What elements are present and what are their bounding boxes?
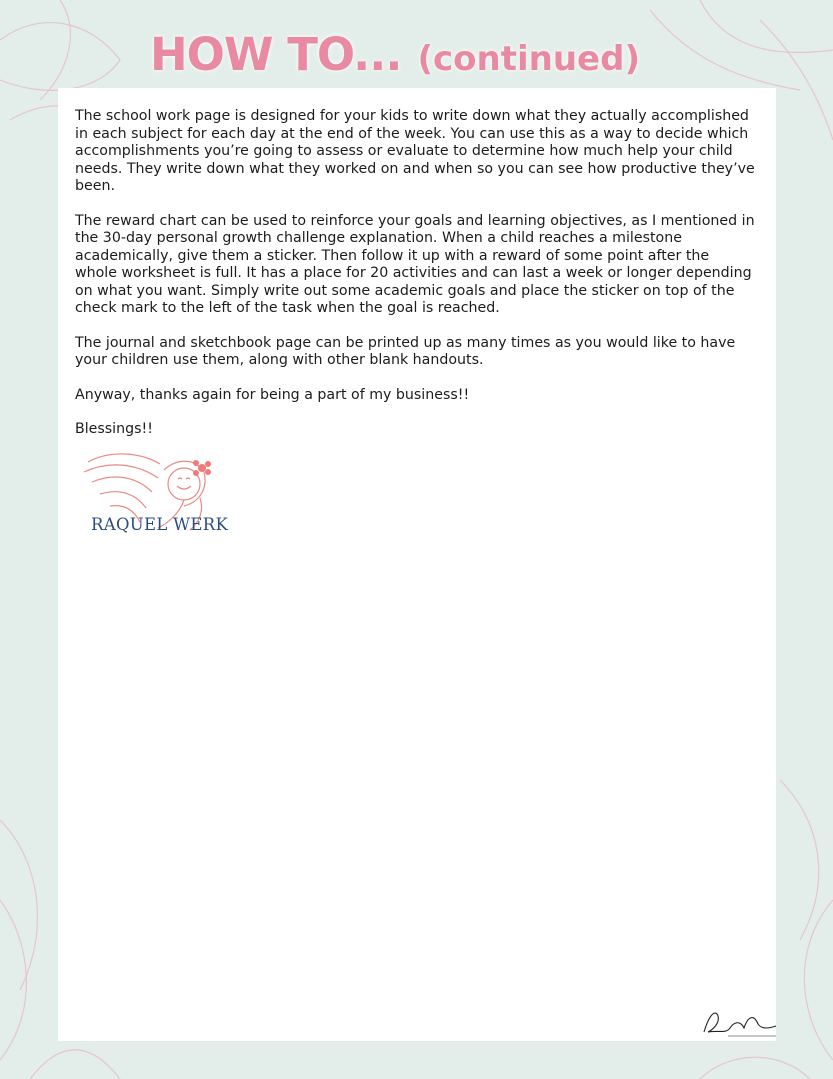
content-panel: [58, 88, 776, 1041]
paragraph-blessings: Blessings!!: [75, 421, 153, 437]
paragraph-reward-chart: The reward chart can be used to reinforce your goals and learning objectives, as I mentioned in the 30-day personal growth challenge explanation. When a child reaches a milestone academically, give them a sticker. Then follow it up with a reward of some point after the whole worksheet is full. It has a place for 20 activities and can last a week or longer depending on what you want. Simply write out some academic goals and place the sticker on top of the check mark to the left of the task when the goal is reached.: [75, 212, 755, 316]
title-main: HOW TO...: [150, 28, 402, 81]
paragraph-thanks: Anyway, thanks again for being a part of my business!!: [75, 386, 470, 403]
page-title: [150, 28, 640, 81]
title-subtitle: (continued): [417, 39, 640, 79]
logo-name: RAQUEL WERK: [91, 515, 229, 534]
signature-icon: [700, 1006, 780, 1040]
body-text: [75, 108, 755, 456]
paragraph-journal: The journal and sketchbook page can be printed up as many times as you would like to have your children use them, along with other blank handouts.: [75, 334, 736, 368]
paragraph-school-work: The school work page is designed for your kids to write down what they actually accomplished in each subject for each day at the end of the week. You can use this as a way to decide which accomplishments you’re going to assess or evaluate to determine how much help your child needs. They write down what they worked on and when so you can see how productive they’ve been.: [75, 108, 755, 194]
